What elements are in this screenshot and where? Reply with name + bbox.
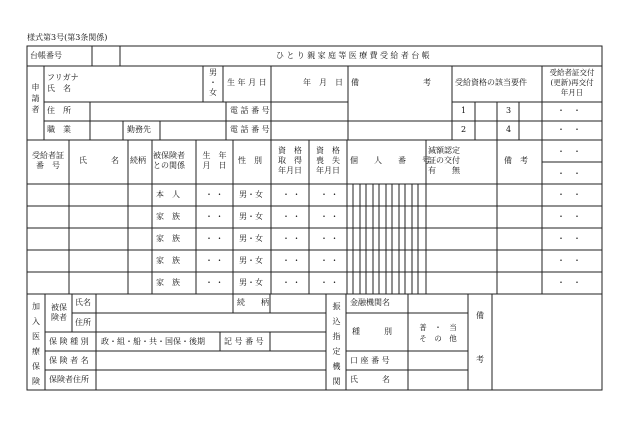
reduction-cert-header: 減額認定 証の交付 有 無 [428,146,460,175]
row-acquired: ・ ・ [282,190,301,199]
acquired-date-header: 資 格 取 得 年月日 [278,146,302,175]
lost-date-header: 資 格 喪 失 年月日 [316,146,340,175]
requirement-1: 1 [461,106,467,115]
row-lost: ・ ・ [320,278,339,287]
account-holder-label: 氏 名 [350,375,390,384]
insurance-type-label: 保 険 種 別 [49,337,89,346]
requirement-3: 3 [506,106,512,115]
row-birth: ・ ・ [205,190,224,199]
insurer-address-label: 保険者住所 [49,375,89,384]
birth-header: 生 年 月 日 [202,151,227,170]
symbol-number-label: 記 号 番 号 [224,337,264,346]
row-acquired: ・ ・ [282,278,301,287]
account-kind-label: 種 別 [352,327,392,336]
row-acquired: ・ ・ [282,256,301,265]
insured-address-field[interactable] [97,314,325,331]
insured-relation-header: 被保険者 との関係 [153,151,185,170]
insured-address-label: 住所 [75,318,91,327]
cert-date-dots: ・ ・ [557,106,581,115]
insurance-type-options: 政・組・船・共・国保・後期 [101,337,205,346]
table-row [0,272,630,294]
workplace-label: 勤務先 [127,125,151,134]
row-dots: ・ ・ [557,234,581,243]
insurance-side-label: 加 入 医 療 保 険 [32,302,40,386]
cert-date-dots: ・ ・ [557,169,581,178]
account-number-label: 口 座 番 号 [350,356,390,365]
address-label: 住 所 [47,106,71,115]
birth-date-value: 年 月 日 [303,78,343,87]
relation-header: 続柄 [130,156,146,165]
applicant-side-label: 申 請 者 [31,83,40,114]
row-dots: ・ ・ [557,190,581,199]
account-kind-options: 普 ・ 当 そ の 他 [419,323,457,343]
insurer-name-field[interactable] [97,352,325,369]
form-title: ひとり親家庭等医療費受給者台帳 [276,51,432,60]
insured-label: 被保 険者 [51,303,67,322]
ledger-number-field[interactable] [93,47,119,65]
phone2-label: 電 話 番 号 [230,125,270,134]
row-sex: 男・女 [239,256,263,265]
bank-remarks-label: 備 考 [476,311,484,364]
cert-date-dots: ・ ・ [557,125,581,134]
applicant-remarks-label: 備 考 [351,78,431,87]
row-sex: 男・女 [239,212,263,221]
insured-relation-label: 続 柄 [237,298,269,307]
row-birth: ・ ・ [205,278,224,287]
row-relation: 家 族 [156,212,180,221]
cert-date-dots: ・ ・ [557,147,581,156]
row-sex: 男・女 [239,278,263,287]
recipient-number-header: 受給者証 番 号 [32,151,64,170]
row-relation: 本 人 [156,190,180,199]
institution-label: 金融機関名 [350,298,390,307]
furigana-name-label: フリガナ 氏 名 [47,73,79,93]
insured-name-field[interactable] [97,295,232,312]
insurer-name-label: 保 険 者 名 [49,356,89,365]
phone-label: 電 話 番 号 [230,106,270,115]
table-row [0,184,630,206]
row-lost: ・ ・ [320,190,339,199]
row-relation: 家 族 [156,256,180,265]
recipient-remarks-header: 備 考 [504,156,528,165]
eligibility-label: 受給資格の該当要件 [455,78,527,87]
job-label: 職 業 [47,125,71,134]
sex-header: 性 別 [238,156,262,165]
table-row [0,250,630,272]
name-header: 氏 名 [79,156,119,165]
row-relation: 家 族 [156,234,180,243]
applicant-name-field[interactable] [91,67,202,101]
table-row [0,228,630,250]
requirement-4: 4 [506,125,512,134]
form-number: 様式第3号(第3条関係) [27,33,108,42]
ledger-number-label: 台帳番号 [30,51,62,60]
row-lost: ・ ・ [320,234,339,243]
row-dots: ・ ・ [557,212,581,221]
row-acquired: ・ ・ [282,234,301,243]
birth-date-label: 生 年 月 日 [227,78,267,87]
row-birth: ・ ・ [205,234,224,243]
sex-label: 男 ・ 女 [209,68,217,97]
insurer-address-field[interactable] [97,371,325,389]
row-lost: ・ ・ [320,212,339,221]
row-lost: ・ ・ [320,256,339,265]
row-acquired: ・ ・ [282,212,301,221]
row-birth: ・ ・ [205,212,224,221]
row-sex: 男・女 [239,190,263,199]
row-dots: ・ ・ [557,256,581,265]
row-dots: ・ ・ [557,278,581,287]
bank-side-label: 振 込 指 定 機 関 [332,302,341,386]
address-field[interactable] [91,103,225,120]
cert-issue-label: 受給者証交付 (更新)再交付 年月日 [549,68,595,97]
row-birth: ・ ・ [205,256,224,265]
insured-name-label: 氏名 [75,298,91,307]
row-relation: 家 族 [156,278,180,287]
table-row [0,206,630,228]
requirement-2: 2 [461,125,467,134]
personal-number-header: 個 人 番 号 [350,156,430,165]
row-sex: 男・女 [239,234,263,243]
